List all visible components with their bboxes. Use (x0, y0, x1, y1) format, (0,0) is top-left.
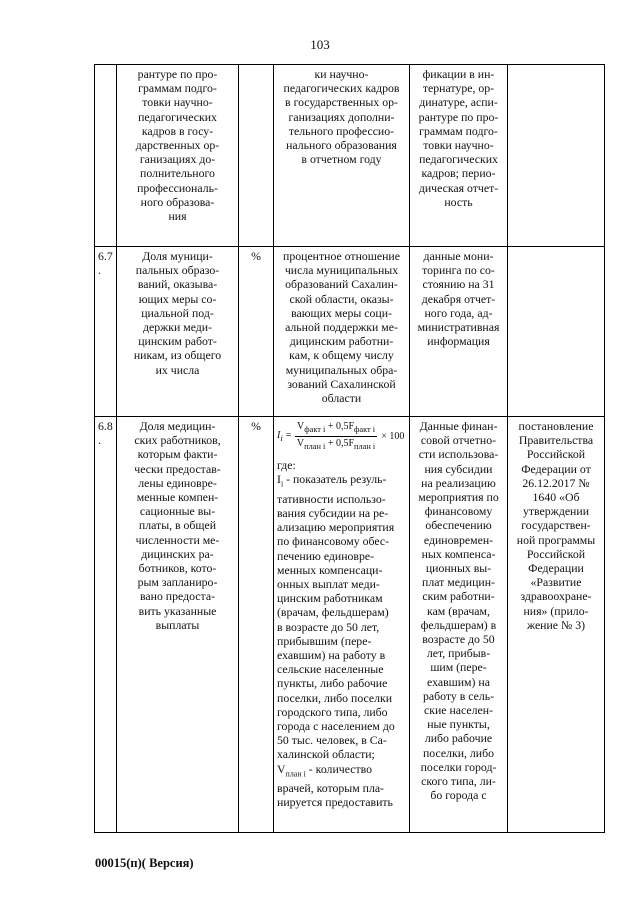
text-line: товки научно- (423, 138, 494, 153)
text-line: фельдшерам) в (420, 617, 497, 632)
text-line: (врачам, фельдшерам) (277, 605, 389, 620)
text-line: дицинских ра- (141, 546, 214, 561)
text-line: педагогических (419, 152, 498, 167)
text-line: Федерации от (521, 461, 591, 476)
text-line: ния субсидии (424, 461, 493, 476)
text-line: педагогических кадров (283, 81, 400, 96)
text-line: сельские населенные (277, 662, 384, 677)
method-text (277, 458, 406, 810)
text-line: ганизациях до- (139, 152, 216, 167)
text-line: ским работни- (422, 589, 495, 604)
text-line: педагогических (138, 109, 217, 124)
text-line: ционных вы- (425, 561, 492, 576)
text-line: тативности использо- (277, 491, 386, 506)
cell-indicator-name (117, 417, 239, 833)
text-line: ботников, кото- (138, 561, 217, 576)
text-line: ехавшим) на (427, 674, 490, 689)
text-line: зований Сахалинской (287, 376, 396, 391)
cell-source (410, 417, 508, 833)
text-line: ного года, ад- (424, 305, 493, 320)
text-line: ные пункты, (427, 717, 490, 732)
text-line: данные мони- (423, 249, 494, 263)
text-line: информация (427, 334, 490, 349)
cell-document (508, 247, 605, 417)
text-line: декабря отчет- (421, 291, 496, 306)
text-line: ной программы (516, 532, 596, 547)
text-line: образований Сахалин- (285, 277, 398, 292)
text-line: врачей, которым пла- (277, 781, 384, 796)
text-line: лет, прибыв- (426, 646, 491, 661)
text-line: государствен- (521, 518, 591, 533)
text-line: 6.7 (98, 249, 113, 263)
text-line: Федерации (528, 561, 584, 576)
text-line: $V_{план i}$ - количество (277, 761, 373, 778)
text-line: утверждении (522, 504, 590, 519)
cell-source (410, 247, 508, 417)
text-line: . (98, 433, 101, 448)
text-line: полнительного (140, 166, 215, 181)
text-line: ские населен- (424, 703, 493, 718)
text-line: где: (277, 458, 296, 472)
text-line: прибывшим (пере- (277, 633, 372, 648)
text-line: городского типа, либо (277, 704, 388, 719)
cell-method (274, 65, 410, 247)
text-line: $I_i$ - показатель резуль- (277, 472, 387, 489)
text-line: дарственных ор- (135, 138, 220, 153)
text-line: вано предоста- (140, 589, 215, 604)
text-line: никам, из общего (133, 348, 222, 363)
text-line: плат медицин- (422, 575, 495, 590)
text-line: тельного профессио- (288, 123, 395, 138)
text-line: поселки, либо поселки (277, 690, 393, 705)
text-line: ваний, оказыва- (137, 277, 218, 292)
text-line: товки научно- (142, 95, 213, 110)
text-line: ализацию мероприятия (277, 520, 395, 535)
text-line: пальных образо- (135, 263, 220, 278)
page-number: 103 (310, 37, 330, 52)
text-line: рантуре по про- (137, 67, 218, 81)
text-line: поселки город- (420, 759, 497, 774)
unit-label: % (251, 249, 261, 263)
cell-unit (239, 247, 274, 417)
text-line: финансовому (424, 504, 493, 519)
text-line: ного образова- (140, 194, 215, 209)
text-line: менные компен- (136, 490, 219, 505)
text-line: Правительства (518, 433, 594, 448)
text-line: рантуре по про- (418, 109, 499, 124)
text-line: нируется предоставить (277, 795, 393, 810)
text-line: тернатуре, ор- (422, 81, 495, 96)
text-line: Доля муници- (142, 249, 213, 263)
cell-number (95, 65, 117, 247)
cell-unit (239, 417, 274, 833)
text-line: сти использова- (418, 447, 499, 462)
text-line: в государственных ор- (285, 95, 398, 110)
text-line: числа муниципальных (284, 263, 399, 278)
table-row (95, 247, 605, 417)
text-line: министративная (417, 320, 500, 335)
text-line: области (321, 391, 362, 406)
text-line: 26.12.2017 № (522, 475, 590, 490)
text-line: их числа (155, 362, 200, 377)
text-line: дицинским работни- (289, 334, 394, 349)
text-line: менных компенсаци- (277, 562, 383, 577)
text-line: Российской (526, 447, 586, 462)
text-line: халинской области; (277, 747, 375, 762)
text-line: возрасте до 50 (422, 632, 495, 647)
cell-indicator-name (117, 247, 239, 417)
text-line: нального образования (286, 138, 397, 153)
text-line: динатуре, аспи- (419, 95, 498, 110)
text-line: кадров в госу- (141, 123, 214, 138)
text-line: совой отчетно- (420, 433, 497, 448)
text-line: Данные финан- (419, 419, 498, 433)
text-line: профессиональ- (137, 180, 218, 195)
text-line: граммам подго- (138, 81, 217, 96)
text-line: ехавшим) на работу в (277, 648, 386, 662)
text-line: кам, к общему числу (289, 348, 394, 363)
indicators-table (94, 64, 605, 833)
text-line: 6.8 (98, 419, 113, 433)
text-line: ганизациях дополни- (288, 109, 395, 124)
text-line: стоянию на 31 (422, 277, 495, 292)
text-line: дическая отчет- (418, 180, 499, 195)
text-line: кадров; перио- (421, 166, 496, 181)
text-line: муниципальных обра- (285, 362, 398, 377)
cell-method (274, 247, 410, 417)
cell-unit (239, 65, 274, 247)
text-line: . (98, 263, 101, 278)
text-line: в возрасте до 50 лет, (277, 619, 380, 634)
text-line: ющих меры со- (138, 291, 217, 306)
text-line: обеспечению (425, 518, 492, 533)
text-line: печению единовре- (277, 548, 375, 563)
cell-method (274, 417, 410, 833)
text-line: фикации в ин- (422, 67, 495, 81)
text-line: постановление (518, 419, 594, 433)
text-line: города с населением до (277, 719, 395, 734)
text-line: ность (444, 194, 473, 209)
text-line: ния (168, 209, 187, 224)
cell-number (95, 247, 117, 417)
text-line: выплаты (155, 617, 200, 632)
cell-document (508, 65, 605, 247)
text-line: процентное отношение (283, 249, 400, 263)
text-line: здравоохране- (520, 589, 592, 604)
text-line: поселки, либо (422, 745, 495, 760)
text-line: 50 тыс. человек, в Са- (277, 733, 387, 748)
table-row (95, 65, 605, 247)
text-line: вающих меры соци- (291, 305, 392, 320)
text-line: работу в сель- (422, 688, 495, 703)
text-line: по финансовому обес- (277, 534, 390, 549)
text-line: цинским работ- (138, 334, 217, 349)
text-line: кам (врачам, (427, 603, 490, 618)
text-line: вания субсидии на ре- (277, 505, 389, 520)
text-line: торинга по со- (422, 263, 495, 278)
text-line: платы, в общей (138, 518, 217, 533)
text-line: ния» (прило- (523, 603, 589, 618)
text-line: циальной под- (141, 305, 214, 320)
cell-indicator-name (117, 65, 239, 247)
text-line: «Развитие (530, 575, 582, 590)
text-line: жение № 3) (526, 617, 586, 632)
text-line: онных выплат меди- (277, 576, 380, 591)
text-line: чески предостав- (134, 461, 221, 476)
text-line: пункты, либо рабочие (277, 676, 388, 691)
text-line: бо города с (430, 788, 487, 803)
text-line: граммам подго- (419, 123, 498, 138)
text-line: единовремен- (423, 532, 494, 547)
text-line: которым факти- (137, 447, 218, 462)
text-line: держки меди- (142, 320, 213, 335)
text-line: Доля медицин- (139, 419, 216, 433)
text-line: вить указанные (138, 603, 217, 618)
text-line: лены единовре- (138, 475, 217, 490)
text-line: мероприятия по (418, 490, 499, 505)
text-line: на реализацию (421, 475, 496, 490)
text-line: либо рабочие (424, 731, 493, 746)
text-line: ки научно- (314, 67, 369, 81)
text-line: альной поддержки ме- (285, 320, 398, 335)
text-line: шим (пере- (430, 660, 487, 675)
text-line: сационные вы- (139, 504, 216, 519)
unit-label: % (251, 419, 261, 433)
text-line: ских работников, (134, 433, 221, 448)
formula: $I_i$ = $\frac{V_{факт i} + 0,5F_{факт i}}{V_{план i} + 0,5F_{план i}}$ × 100 (277, 421, 405, 451)
text-line: ского типа, ли- (421, 774, 496, 789)
text-line: ской области, оказы- (289, 291, 394, 306)
cell-document (508, 417, 605, 833)
cell-source (410, 65, 508, 247)
text-line: численности ме- (135, 532, 220, 547)
cell-number (95, 417, 117, 833)
text-line: 1640 «Об (532, 490, 580, 505)
text-line: Российской (526, 546, 586, 561)
text-line: цинским работникам (277, 591, 383, 606)
table-row (95, 417, 605, 833)
text-line: в отчетном году (301, 152, 382, 167)
document-footer: 00015(п)( Версия) (95, 856, 194, 870)
text-line: рым запланиро- (137, 575, 218, 590)
text-line: ных компенса- (421, 546, 496, 561)
